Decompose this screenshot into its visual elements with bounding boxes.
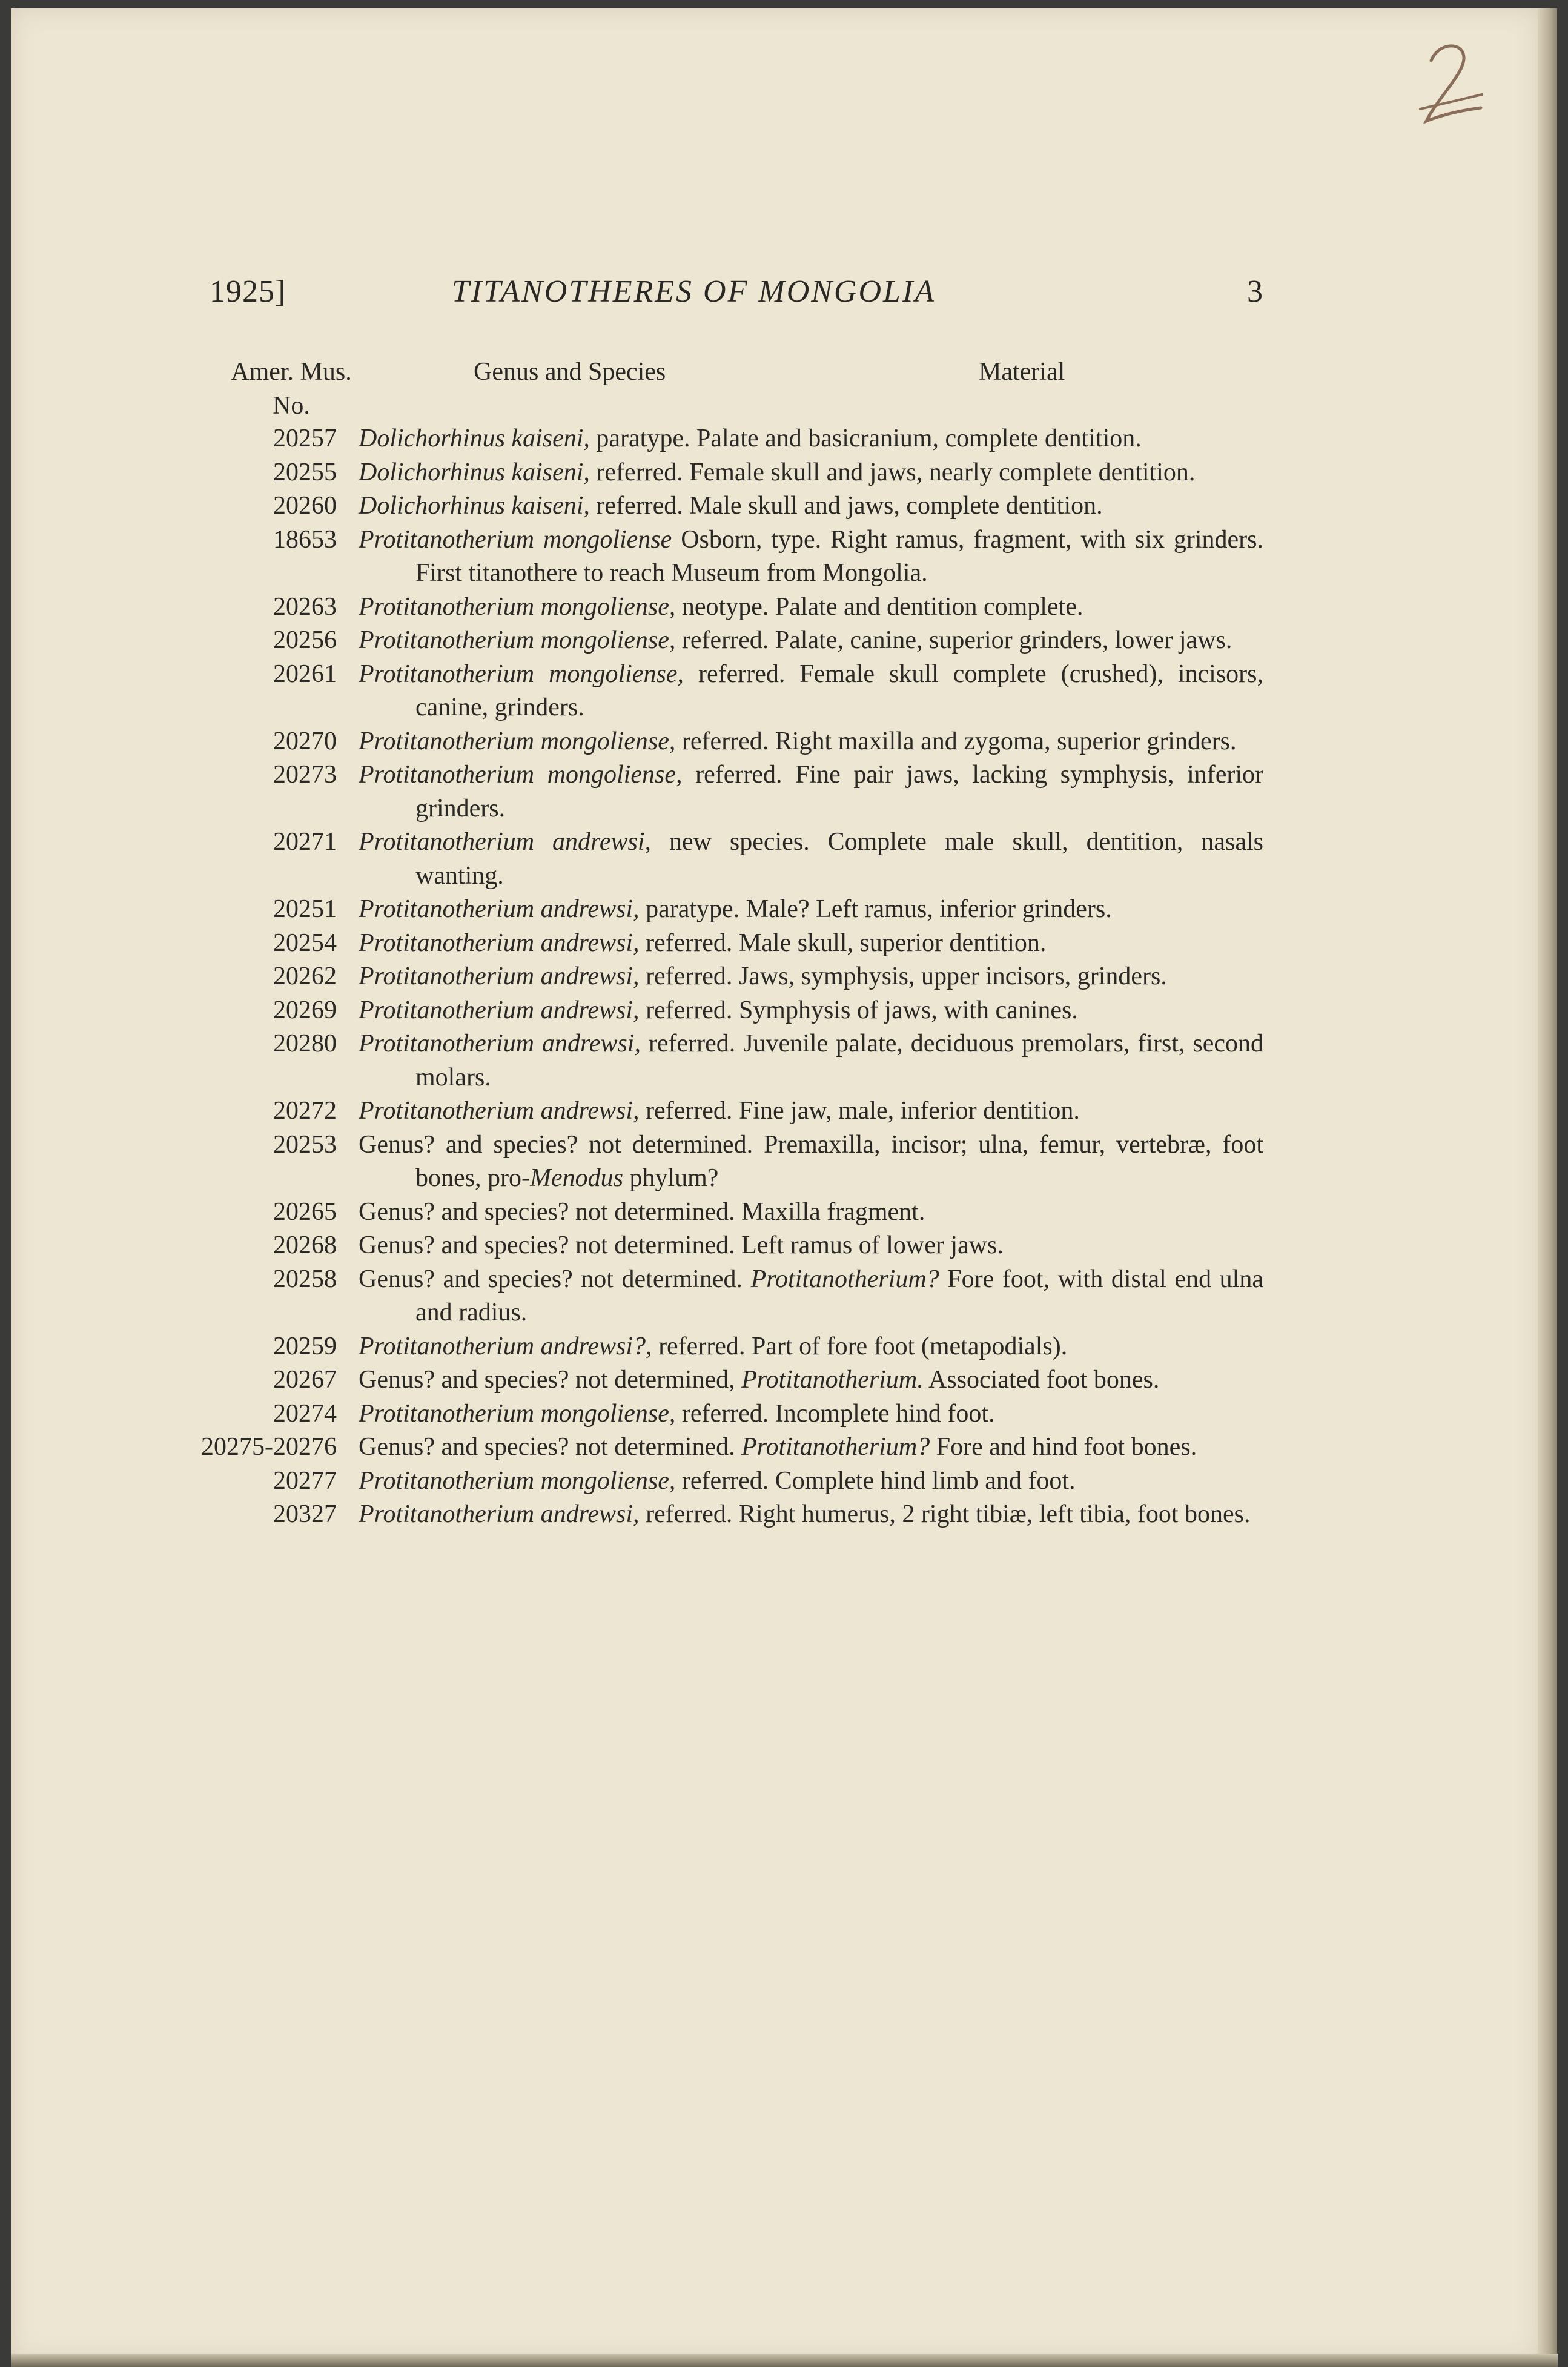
- taxon-name: Protitanotherium andrewsi,: [359, 1097, 640, 1125]
- page-number: 3: [1247, 274, 1263, 309]
- specimen-description: [359, 725, 1263, 759]
- material-text: Palate, canine, superior grinders, lower jaws.: [775, 626, 1232, 654]
- specimen-number: 20260: [273, 492, 337, 520]
- specimen-number: 18653: [273, 525, 337, 554]
- specimen-entry: [200, 1196, 1263, 1230]
- material-text: Fore and hind foot bones.: [930, 1433, 1197, 1461]
- material-text: Left ramus of lower jaws.: [741, 1231, 1004, 1259]
- material-text: Associated foot bones.: [923, 1366, 1160, 1394]
- specimen-description: [359, 893, 1263, 927]
- specimen-entry: [200, 1431, 1263, 1465]
- specimen-number: 20258: [273, 1265, 337, 1293]
- specimen-description: [359, 456, 1263, 490]
- taxon-name: Protitanotherium andrewsi,: [359, 828, 652, 856]
- specimen-description: [359, 1330, 1263, 1364]
- taxon-status: Osborn, type.: [672, 525, 822, 554]
- taxon-status: referred.: [652, 1332, 746, 1360]
- taxon-status: Genus? and species? not determined.: [359, 1265, 743, 1293]
- specimen-number: 20251: [273, 895, 337, 923]
- column-header-material: Material: [979, 358, 1065, 386]
- specimen-description: [359, 1431, 1263, 1465]
- specimen-number: 20254: [273, 929, 337, 957]
- material-text: Part of fore foot (metapodials).: [751, 1332, 1068, 1360]
- specimen-entry: [200, 994, 1263, 1028]
- material-text: Incomplete hind foot.: [775, 1399, 995, 1428]
- specimen-description: [359, 1397, 1263, 1431]
- taxon-status: referred.: [589, 458, 683, 486]
- taxon-name: Protitanotherium mongoliense,: [359, 761, 683, 789]
- specimen-number: 20262: [273, 962, 337, 990]
- specimen-entry: [200, 1128, 1263, 1196]
- material-text: Palate and basicranium, complete dentition.: [696, 425, 1142, 452]
- specimen-description: [359, 1363, 1263, 1397]
- specimen-entry: [200, 927, 1263, 961]
- specimen-description: [359, 927, 1263, 961]
- taxon-name: Protitanotherium andrewsi,: [359, 895, 640, 923]
- specimen-description: [359, 1128, 1263, 1196]
- specimen-description: [359, 1263, 1263, 1330]
- specimen-description: [359, 1094, 1263, 1128]
- specimen-description: [359, 1498, 1263, 1532]
- specimen-number: 20261: [273, 660, 337, 688]
- taxon-status: referred.: [675, 1466, 769, 1495]
- taxon-name: Dolichorhinus kaiseni,: [359, 425, 590, 452]
- taxon-name: Protitanotherium mongoliense: [359, 525, 672, 554]
- material-text: Maxilla fragment.: [741, 1197, 925, 1226]
- specimen-entry: [200, 624, 1263, 658]
- taxon-status: Genus? and species? not determined.: [359, 1130, 753, 1159]
- specimen-description: [359, 826, 1263, 893]
- taxon-status: Genus? and species? not determined.: [359, 1197, 735, 1226]
- specimen-description: [359, 1196, 1263, 1230]
- taxon-status: referred.: [683, 660, 786, 688]
- specimen-entry: [200, 523, 1263, 591]
- material-text: Palate and dentition complete.: [775, 592, 1083, 621]
- specimen-number: 20272: [273, 1097, 337, 1125]
- taxon-status: referred.: [640, 1030, 736, 1058]
- specimen-description: [359, 1465, 1263, 1498]
- taxon-status: referred.: [589, 492, 683, 520]
- running-head-year: 1925]: [210, 274, 286, 309]
- material-text: Juvenile palate, deciduous premolars, first, second molars.: [415, 1030, 1264, 1091]
- material-text: Complete hind limb and foot.: [775, 1466, 1076, 1495]
- material-text: Fore foot, with distal end ulna and radius.: [415, 1265, 1263, 1326]
- specimen-entry: [200, 456, 1263, 490]
- specimen-entry: [200, 1498, 1263, 1532]
- specimen-entry: [200, 1465, 1263, 1498]
- material-text: Premaxilla, incisor; ulna, femur, vertebræ, foot bones, pro-: [415, 1130, 1263, 1192]
- specimen-description: [359, 1229, 1263, 1263]
- specimen-description: [359, 523, 1263, 591]
- material-text: Fine jaw, male, inferior dentition.: [738, 1097, 1080, 1125]
- specimen-number: 20255: [273, 458, 337, 486]
- taxon-name: Dolichorhinus kaiseni,: [359, 492, 590, 520]
- specimen-number: 20277: [273, 1466, 337, 1495]
- specimen-number: 20280: [273, 1030, 337, 1058]
- specimen-number: 20268: [273, 1231, 337, 1259]
- taxon-name: Protitanotherium andrewsi,: [359, 962, 640, 990]
- taxon-status: referred.: [639, 996, 733, 1024]
- material-text: Female skull complete (crushed), incisors, canine, grinders.: [415, 660, 1264, 721]
- taxon-status: referred.: [639, 962, 733, 990]
- handwritten-page-annotation: [1414, 36, 1487, 133]
- specimen-number: 20270: [273, 727, 337, 755]
- material-text: Right humerus, 2 right tibiæ, left tibia, foot bones.: [738, 1500, 1251, 1528]
- taxon-name: Protitanotherium mongoliense,: [359, 626, 676, 654]
- specimen-list: [200, 422, 1263, 1532]
- taxon-status: referred.: [675, 727, 769, 755]
- column-header-number-line2: No.: [273, 392, 310, 420]
- specimen-number: 20256: [273, 626, 337, 654]
- specimen-entry: [200, 758, 1263, 826]
- specimen-entry: [200, 960, 1263, 994]
- material-text: Symphysis of jaws, with canines.: [738, 996, 1078, 1024]
- specimen-entry: [200, 1363, 1263, 1397]
- specimen-entry: [200, 893, 1263, 927]
- specimen-number: 20327: [273, 1500, 337, 1528]
- specimen-number: 20273: [273, 761, 337, 789]
- specimen-entry: [200, 658, 1263, 725]
- specimen-description: [359, 994, 1263, 1028]
- column-headers: [210, 355, 1263, 422]
- specimen-entry: [200, 1330, 1263, 1364]
- running-head: [210, 274, 1263, 316]
- taxon-status: referred.: [682, 761, 782, 789]
- taxon-status: referred.: [639, 929, 733, 957]
- page-edge-shadow: [1538, 8, 1557, 2359]
- taxon-status: referred.: [675, 626, 769, 654]
- specimen-number: 20259: [273, 1332, 337, 1360]
- taxon-name: Protitanotherium andrewsi,: [359, 1500, 640, 1528]
- specimen-description: [359, 489, 1263, 523]
- taxon-name: Protitanotherium mongoliense,: [359, 1399, 676, 1428]
- specimen-description: [359, 758, 1263, 826]
- specimen-description: [359, 422, 1263, 456]
- taxon-status: Genus? and species? not determined.: [359, 1231, 735, 1259]
- taxon-name: Protitanotherium andrewsi,: [359, 929, 640, 957]
- material-text: Male skull and jaws, complete dentition.: [689, 492, 1103, 520]
- taxon-status: Genus? and species? not determined,: [359, 1366, 735, 1394]
- material-text: Female skull and jaws, nearly complete dentition.: [689, 458, 1196, 486]
- running-head-title: TITANOTHERES OF MONGOLIA: [452, 274, 936, 309]
- specimen-entry: [200, 1027, 1263, 1094]
- taxon-status: neotype.: [675, 592, 769, 621]
- specimen-entry: [200, 591, 1263, 624]
- material-text: Complete male skull, dentition, nasals wanting.: [415, 828, 1263, 890]
- specimen-number: 20271: [273, 828, 337, 856]
- specimen-entry: [200, 1397, 1263, 1431]
- specimen-entry: [200, 826, 1263, 893]
- specimen-description: [359, 624, 1263, 658]
- taxon-name: Protitanotherium andrewsi,: [359, 1030, 641, 1058]
- taxon-status: Genus? and species? not determined.: [359, 1433, 735, 1461]
- taxon-name: Protitanotherium andrewsi?,: [359, 1332, 652, 1360]
- specimen-entry: [200, 1229, 1263, 1263]
- taxon-status: new species.: [651, 828, 810, 856]
- taxon-name: Protitanotherium mongoliense,: [359, 660, 684, 688]
- material-taxon: Menodus: [529, 1164, 623, 1192]
- column-header-genus: Genus and Species: [474, 358, 666, 386]
- specimen-number: 20269: [273, 996, 337, 1024]
- specimen-description: [359, 658, 1263, 725]
- specimen-number: 20274: [273, 1399, 337, 1428]
- material-text: phylum?: [623, 1164, 719, 1192]
- taxon-name: Protitanotherium andrewsi,: [359, 996, 640, 1024]
- material-text: Male? Left ramus, inferior grinders.: [746, 895, 1112, 923]
- material-text: Right ramus, fragment, with six grinders. First titanothere to reach Museum from Mongolia.: [415, 525, 1263, 587]
- specimen-entry: [200, 1094, 1263, 1128]
- material-taxon: Protitanotherium?: [750, 1265, 939, 1293]
- column-header-number: [210, 355, 373, 423]
- specimen-number: 20257: [273, 425, 337, 452]
- taxon-name: Protitanotherium mongoliense,: [359, 592, 676, 621]
- specimen-number: 20265: [273, 1197, 337, 1226]
- taxon-name: Protitanotherium mongoliense,: [359, 727, 676, 755]
- taxon-name: Dolichorhinus kaiseni,: [359, 458, 590, 486]
- specimen-description: [359, 1027, 1263, 1094]
- material-text: Male skull, superior dentition.: [738, 929, 1047, 957]
- specimen-number: 20267: [273, 1366, 337, 1394]
- specimen-entry: [200, 725, 1263, 759]
- specimen-number: 20275-20276: [201, 1433, 337, 1461]
- specimen-entry: [200, 489, 1263, 523]
- taxon-status: paratype.: [589, 425, 690, 452]
- material-text: Right maxilla and zygoma, superior grinders.: [775, 727, 1237, 755]
- page-bottom-edge: [11, 2354, 1558, 2367]
- taxon-status: referred.: [639, 1097, 733, 1125]
- specimen-entry: [200, 1263, 1263, 1330]
- specimen-number: 20253: [273, 1130, 337, 1159]
- specimen-number: 20263: [273, 592, 337, 621]
- specimen-entry: [200, 422, 1263, 456]
- taxon-status: referred.: [639, 1500, 733, 1528]
- taxon-name: Protitanotherium mongoliense,: [359, 1466, 676, 1495]
- column-header-number-line1: Amer. Mus.: [231, 358, 352, 386]
- material-taxon: Protitanotherium.: [741, 1366, 924, 1394]
- specimen-description: [359, 591, 1263, 624]
- material-text: Fine pair jaws, lacking symphysis, inferior grinders.: [415, 761, 1264, 823]
- taxon-status: referred.: [675, 1399, 769, 1428]
- specimen-description: [359, 960, 1263, 994]
- material-text: Jaws, symphysis, upper incisors, grinders.: [738, 962, 1167, 990]
- material-taxon: Protitanotherium?: [741, 1433, 930, 1461]
- taxon-status: paratype.: [639, 895, 740, 923]
